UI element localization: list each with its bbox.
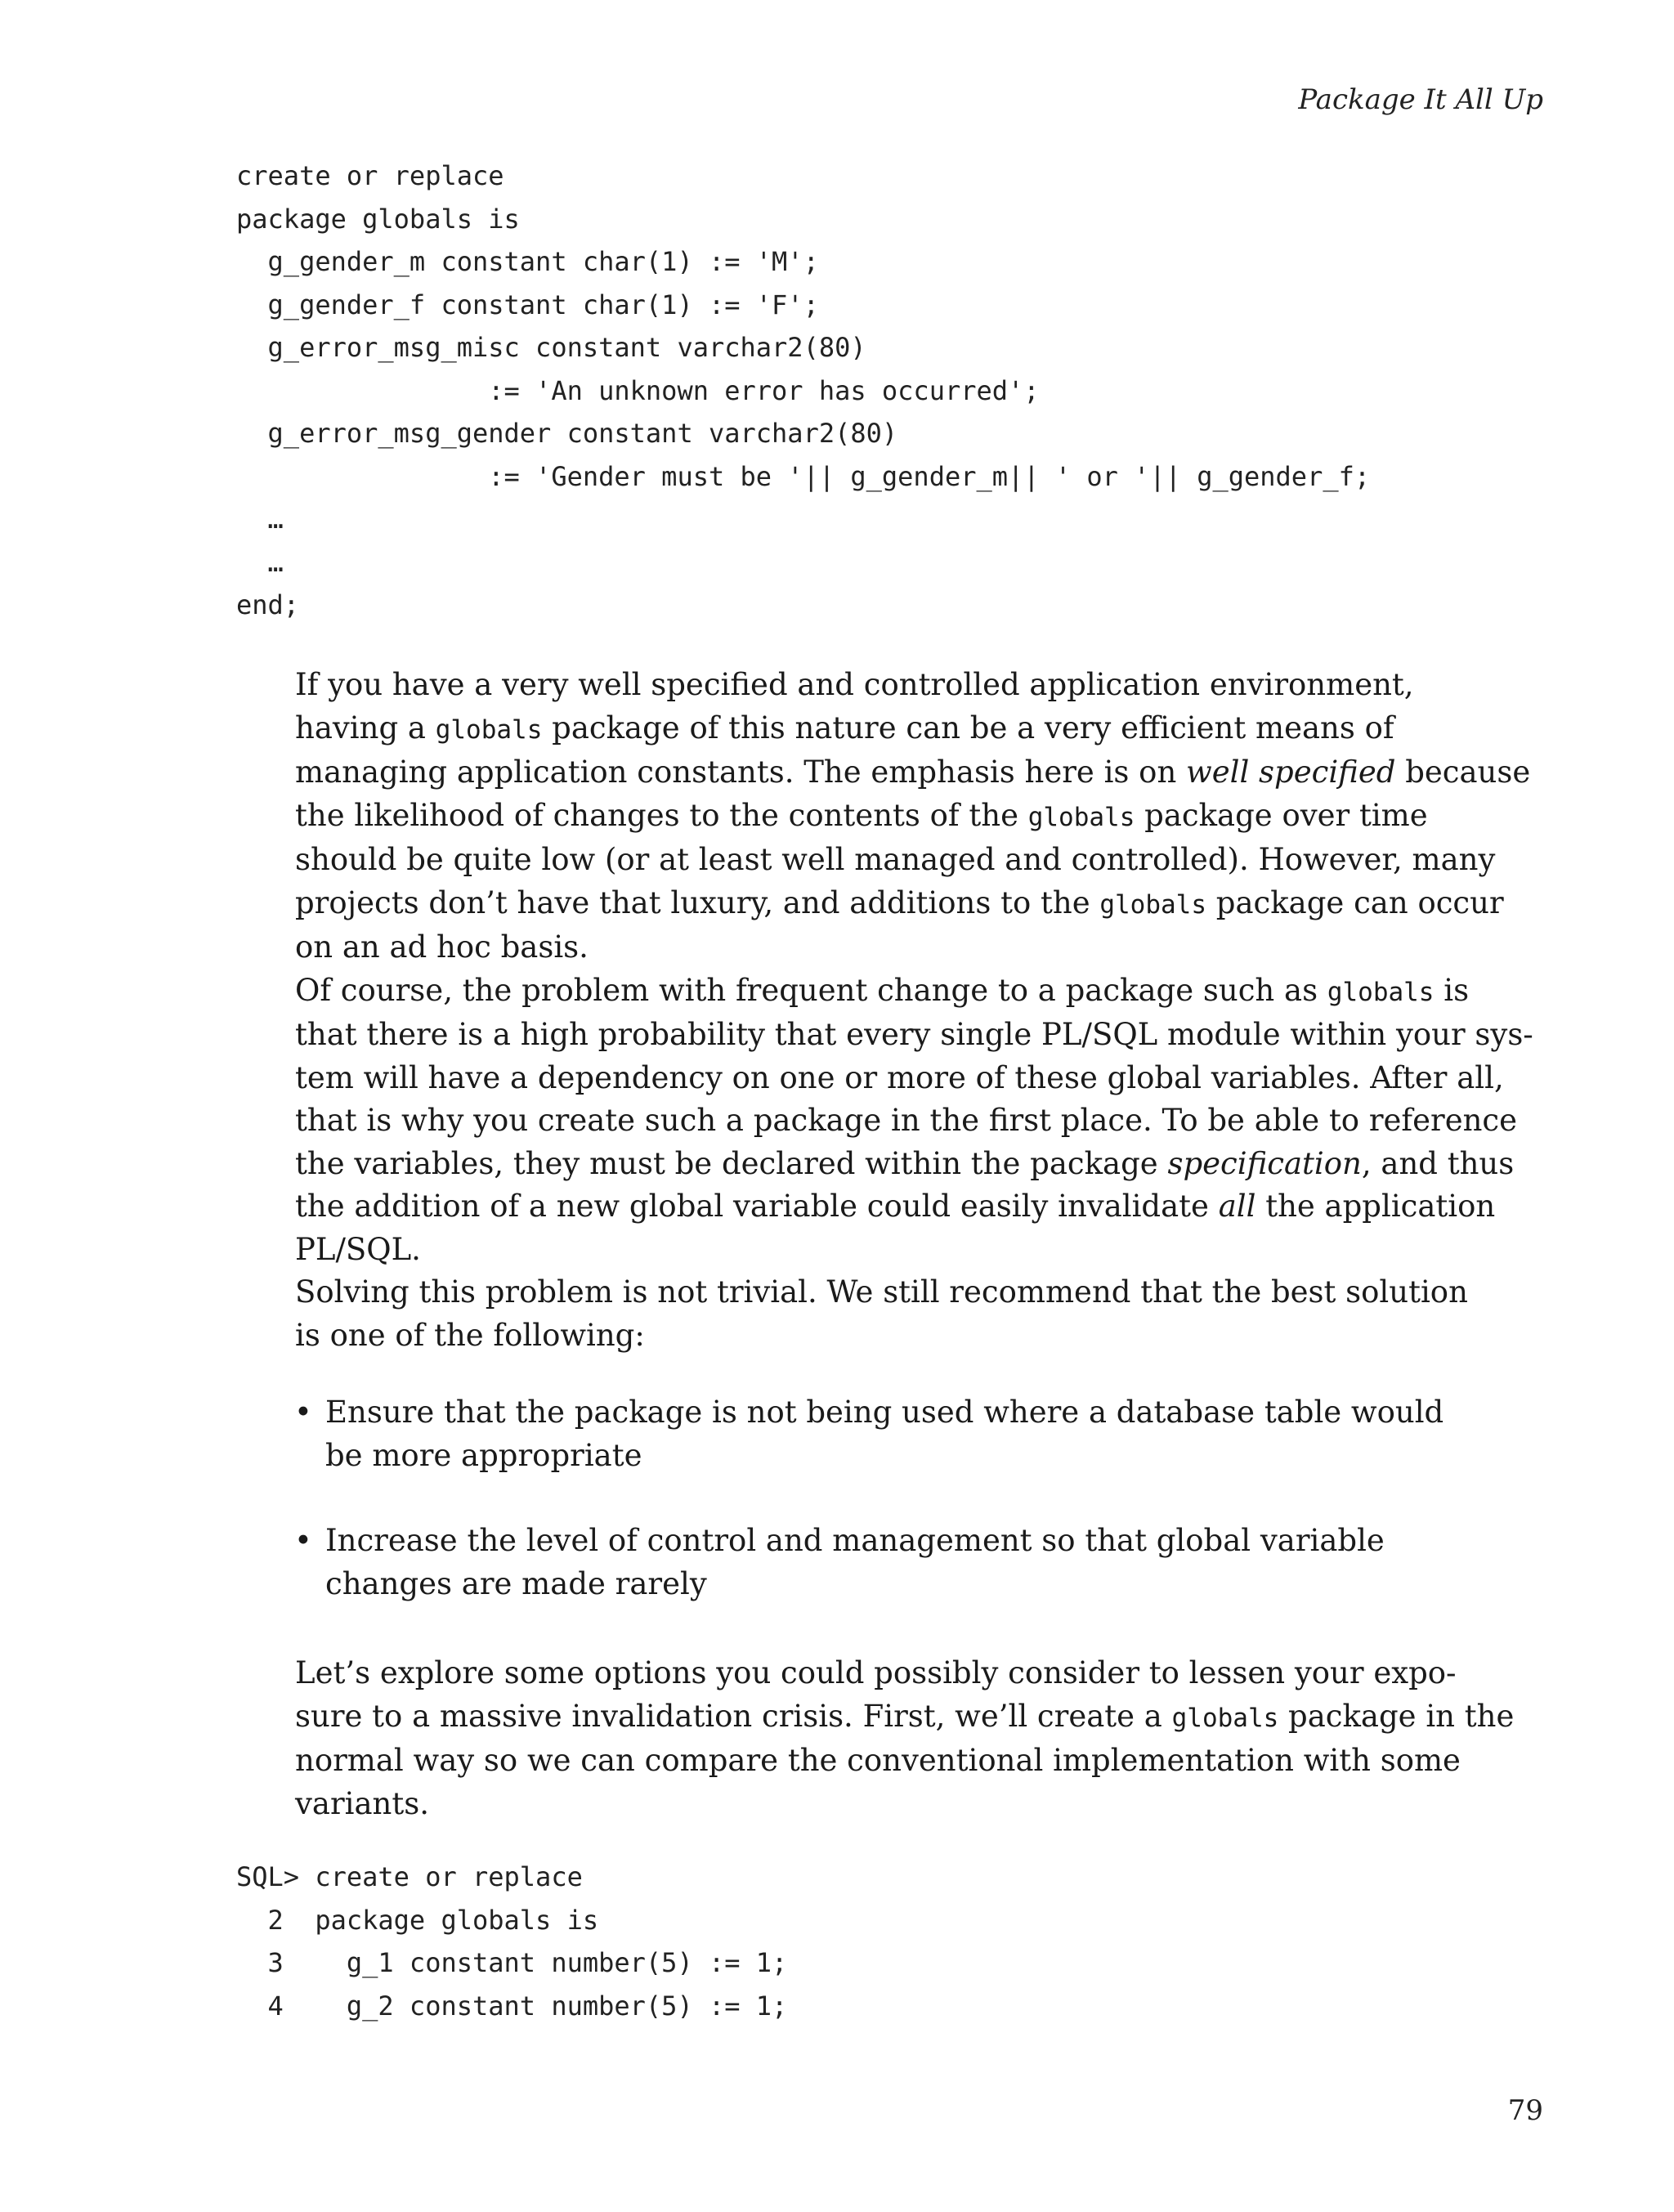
bullet-icon: • (294, 1523, 312, 1558)
text-line: that there is a high probability that every single PL/SQL module within your sys- (295, 1017, 1533, 1052)
paragraph-solving-problem (236, 1271, 1468, 1357)
text-line: on an ad hoc basis. (295, 929, 589, 965)
emphasis: well specified (1186, 754, 1396, 790)
text-line: Ensure that the package is not being used where a database table would (325, 1395, 1444, 1430)
text-line: If you have a very well specified and controlled application environment, (295, 667, 1414, 702)
inline-code: globals (435, 714, 543, 745)
body-text-section-1 (236, 664, 1533, 1357)
text-line: having a globals package of this nature can be a very efficient means of (295, 710, 1394, 746)
code-block-globals-spec (236, 154, 1370, 627)
text-line: the variables, they must be declared within the package specification, and thus (295, 1145, 1515, 1181)
code-line: 4 g_2 constant number(5) := 1; (236, 1990, 788, 2022)
code-line: := 'An unknown error has occurred'; (236, 374, 1040, 406)
code-line: SQL> create or replace (236, 1861, 583, 1892)
running-head: Package It All Up (1298, 83, 1543, 116)
code-line: 3 g_1 constant number(5) := 1; (236, 1947, 788, 1978)
list-item (294, 1391, 1444, 1477)
text-line: changes are made rarely (325, 1565, 707, 1601)
emphasis: all (1218, 1189, 1256, 1224)
text-line: Let’s explore some options you could possibly consider to lessen your expo- (295, 1655, 1457, 1690)
emphasis: specification (1167, 1145, 1362, 1181)
text-line: PL/SQL. (295, 1231, 421, 1267)
text-line: variants. (295, 1785, 429, 1821)
code-line: package globals is (236, 203, 520, 235)
code-block-sql-session (236, 1856, 787, 2027)
text-line: is one of the following: (295, 1317, 645, 1353)
code-line: end; (236, 589, 300, 620)
text-line: managing application constants. The emphasis here is on well specified because (295, 754, 1531, 790)
code-line: create or replace (236, 160, 504, 191)
bullet-list-item-1 (294, 1391, 1444, 1477)
text-line: projects don’t have that luxury, and additions to the globals package can occur (295, 884, 1504, 920)
text-line: that is why you create such a package in the first place. To be able to reference (295, 1103, 1518, 1138)
code-line: … (236, 546, 284, 578)
body-text-section-2 (236, 1652, 1515, 1825)
page-number: 79 (1507, 2094, 1543, 2127)
inline-code: globals (1027, 802, 1135, 832)
text-line: should be quite low (or at least well managed and controlled). However, many (295, 842, 1496, 877)
text-line: the addition of a new global variable could easily invalidate all the application (295, 1189, 1496, 1224)
code-line: 2 package globals is (236, 1904, 599, 1936)
text-line: Increase the level of control and management so that global variable (325, 1523, 1385, 1558)
list-item (294, 1520, 1385, 1605)
code-line: := 'Gender must be '|| g_gender_m|| ' or '|| g_gender_f; (236, 460, 1371, 492)
inline-code: globals (1171, 1703, 1279, 1733)
code-line: g_error_msg_gender constant varchar2(80) (236, 418, 898, 449)
text-line: the likelihood of changes to the contents of the globals package over time (295, 797, 1428, 833)
code-line: g_gender_f constant char(1) := 'F'; (236, 289, 819, 320)
text-line: be more appropriate (325, 1437, 642, 1473)
text-line: normal way so we can compare the conventional implementation with some (295, 1743, 1461, 1778)
bullet-icon: • (294, 1395, 312, 1430)
inline-code: globals (1099, 889, 1207, 920)
code-line: g_gender_m constant char(1) := 'M'; (236, 246, 819, 277)
paragraph-globals-efficiency (236, 664, 1531, 969)
text-line: tem will have a dependency on one or more of these global variables. After all, (295, 1059, 1504, 1095)
code-line: … (236, 504, 284, 535)
paragraph-explore-options (236, 1652, 1515, 1825)
paragraph-frequent-change-problem (236, 969, 1533, 1272)
bullet-list-item-2 (294, 1520, 1385, 1605)
code-line: g_error_msg_misc constant varchar2(80) (236, 332, 866, 363)
inline-code: globals (1327, 977, 1435, 1007)
text-line: Of course, the problem with frequent change to a package such as globals is (295, 972, 1470, 1008)
text-line: Solving this problem is not trivial. We still recommend that the best solution (295, 1274, 1468, 1310)
text-line: sure to a massive invalidation crisis. First, we’ll create a globals package in the (295, 1698, 1515, 1734)
